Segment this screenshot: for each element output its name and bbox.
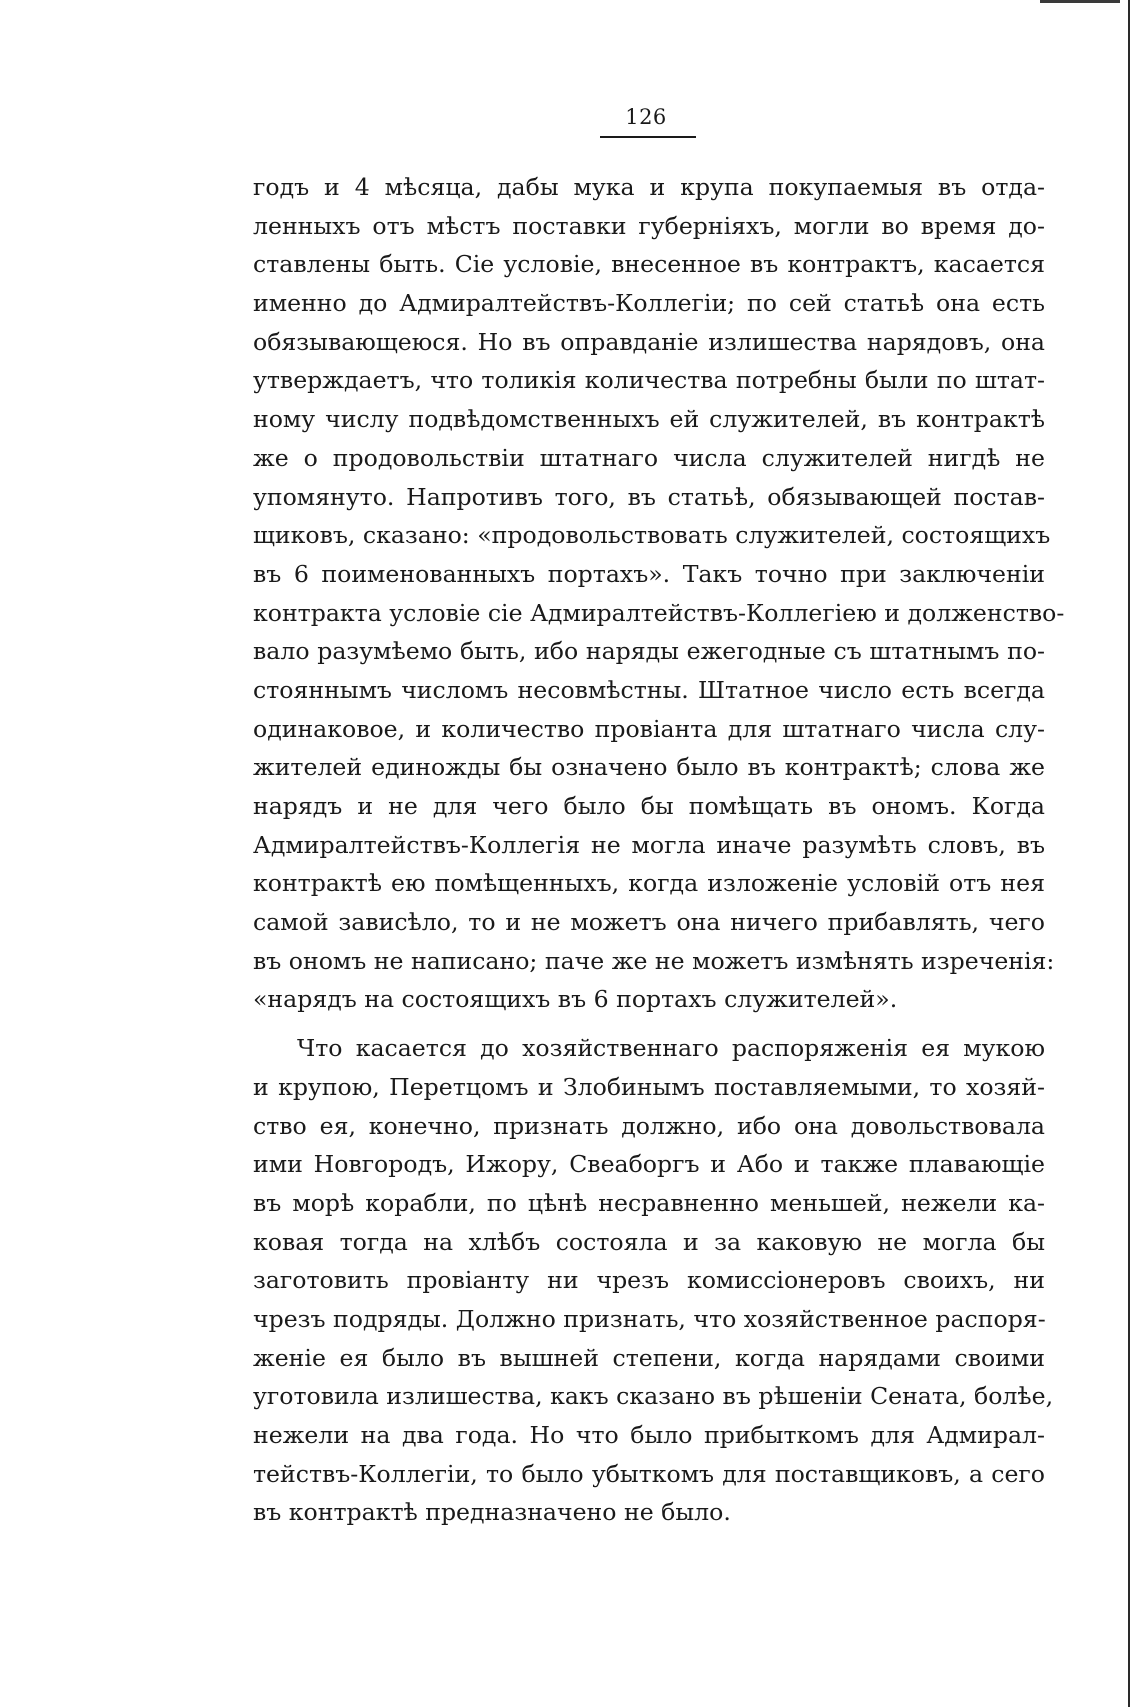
page-edge-top	[1040, 0, 1120, 3]
text-line: Адмиралтействъ-Коллегія не могла иначе разумѣть словъ, въ	[253, 830, 1045, 859]
text-line: щиковъ, сказано: «продовольствовать служителей, состоящихъ	[253, 521, 1051, 550]
text-line: одинаковое, и количество провіанта для штатнаго числа слу-	[253, 714, 1045, 743]
text-line: ковая тогда на хлѣбъ состояла и за каковую не могла бы	[253, 1227, 1045, 1256]
text-line: ими Новгородъ, Ижору, Свеаборгъ и Або и также плавающіе	[253, 1150, 1045, 1179]
text-line: годъ и 4 мѣсяца, дабы мука и крупа покупаемыя въ отда-	[253, 173, 1045, 201]
text-line: ному числу подвѣдомственныхъ ей служителей, въ контрактѣ	[253, 405, 1045, 434]
text-line: самой зависѣло, то и не можетъ она ничего прибавлять, чего	[253, 908, 1045, 937]
text-line: упомянуто. Напротивъ того, въ статьѣ, обязывающей постав-	[253, 482, 1045, 511]
text-line: ставлены быть. Сіе условіе, внесенное въ контрактъ, касается	[253, 250, 1045, 279]
text-line: заготовить провіанту ни чрезъ комиссіонеровъ своихъ, ни	[253, 1266, 1045, 1295]
paragraph-2	[253, 1029, 1054, 1532]
text-line: контрактѣ ею помѣщенныхъ, когда изложеніе условій отъ нея	[253, 869, 1045, 898]
text-line: «нарядъ на состоящихъ въ 6 портахъ служителей».	[253, 985, 898, 1014]
text-line: жителей единожды бы означено было въ контрактѣ; слова же	[253, 753, 1045, 782]
text-line: обязывающеюся. Но въ оправданіе излишества нарядовъ, она	[253, 327, 1045, 356]
text-line: женіе ея было въ вышней степени, когда нарядами своими	[253, 1343, 1045, 1372]
text-line: тействъ-Коллегіи, то было убыткомъ для поставщиковъ, а сего	[253, 1459, 1045, 1488]
text-line: и крупою, Перетцомъ и Злобинымъ поставляемыми, то хозяй-	[253, 1072, 1045, 1101]
text-line: въ контрактѣ предназначено не было.	[253, 1498, 731, 1527]
text-line: нежели на два года. Но что было прибыткомъ для Адмирал-	[253, 1421, 1045, 1449]
text-line: въ 6 поименованныхъ портахъ». Такъ точно при заключеніи	[253, 559, 1045, 588]
text-line: вало разумѣемо быть, ибо наряды ежегодные съ штатнымъ по-	[253, 637, 1045, 666]
text-line: чрезъ подряды. Должно признать, что хозяйственное распоря-	[253, 1304, 1046, 1333]
page-number: 126	[625, 105, 667, 129]
text-line: же о продовольствіи штатнаго числа служителей нигдѣ не	[253, 443, 1045, 472]
text-line: Что касается до хозяйственнаго распоряженія ея мукою	[297, 1034, 1045, 1063]
text-line: стояннымъ числомъ несовмѣстны. Штатное число есть всегда	[253, 675, 1045, 704]
page-number-rule	[600, 136, 696, 138]
text-line: ленныхъ отъ мѣстъ поставки губерніяхъ, могли во время до-	[253, 211, 1045, 240]
text-line: контракта условіе сіе Адмиралтействъ-Коллегіею и долженство-	[253, 598, 1065, 627]
text-line: въ морѣ корабли, по цѣнѣ несравненно меньшей, нежели ка-	[253, 1188, 1045, 1217]
text-line: уготовила излишества, какъ сказано въ рѣшеніи Сената, болѣе,	[253, 1382, 1054, 1411]
text-line: нарядъ и не для чего было бы помѣщать въ ономъ. Когда	[253, 792, 1045, 820]
page-edge-right	[1128, 0, 1130, 1707]
text-line: ство ея, конечно, признать должно, ибо она довольствовала	[253, 1111, 1045, 1140]
paragraph-1	[253, 168, 1065, 1019]
text-line: утверждаетъ, что толикія количества потребны были по штат-	[253, 366, 1045, 395]
paragraph-gap	[253, 1019, 1045, 1029]
text-line: въ ономъ не написано; паче же не можетъ измѣнять изреченія:	[253, 946, 1055, 975]
text-line: именно до Адмиралтействъ-Коллегіи; по сей статьѣ она есть	[253, 289, 1045, 318]
body-text	[253, 168, 1065, 1532]
